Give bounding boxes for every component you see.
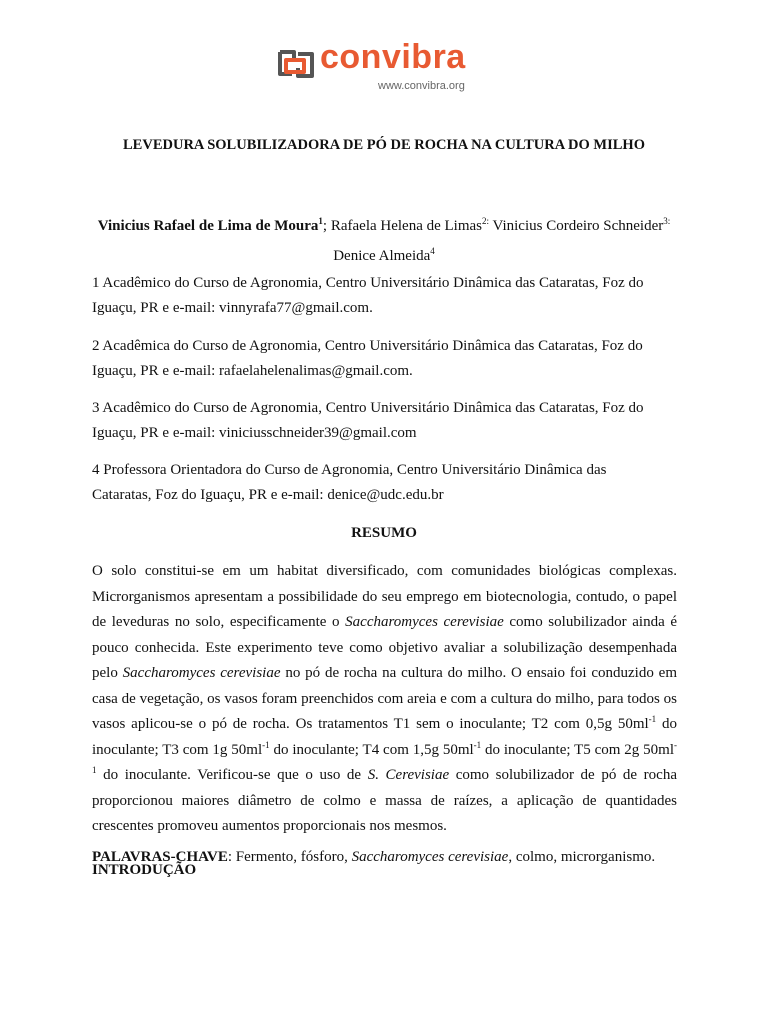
- convibra-logo: [276, 38, 516, 100]
- author-name: Vinicius Cordeiro Schneider: [492, 218, 664, 234]
- author-name: Vinicius Rafael de Lima de Moura: [97, 218, 319, 234]
- author-list: Vinicius Rafael de Lima de Moura$^1$; Rafaela Helena de Limas$^{2:}$ Vinicius Cordeiro Schneider$^{3:}$ Denice Almeida$^4$: [97, 216, 671, 264]
- brand-url: www.convibra.org: [378, 80, 465, 92]
- convibra-logo-icon: [276, 46, 316, 82]
- affiliation-2: 2 Acadêmica do Curso de Agronomia, Centro Universitário Dinâmica das Cataratas, Foz do Iguaçu, PR e e-mail: rafaelahelenalimas@gmail.com.: [92, 338, 643, 379]
- brand-name: convibra: [320, 38, 466, 76]
- author-name: Denice Almeida: [333, 248, 431, 264]
- author-sup: 4: [430, 246, 435, 256]
- affiliation-4: 4 Professora Orientadora do Curso de Agronomia, Centro Universitário Dinâmica das Cataratas, Foz do Iguaçu, PR e e-mail: denice@udc.edu.br: [92, 462, 607, 503]
- introducao-heading: INTRODUÇÃO: [92, 862, 197, 878]
- paper-title: LEVEDURA SOLUBILIZADORA DE PÓ DE ROCHA NA CULTURA DO MILHO: [123, 137, 645, 153]
- keywords-label: PALAVRAS-CHAVE: [92, 849, 228, 865]
- abstract-paragraph: O solo constitui-se em um habitat diversificado, com comunidades biológicas complexas. Microrganismos apresentam a possibilidade do seu emprego em biotecnologia, contudo, o papel de leveduras no solo, especificamente o Saccharomyces cerevisiae como solubilizador ainda é pouco conhecida. Este experimento teve como objetivo avaliar a solubilização desempenhada pelo Saccharomyces cerevisiae no pó de rocha na cultura do milho. O ensaio foi conduzido em casa de vegetação, os vasos foram preenchidos com areia e com a cultura do milho, para todos os vasos aplicou-se o pó de rocha. Os tratamentos T1 sem o inoculante; T2 com 0,5g $50ml^{-1}$ do inoculante; T3 com 1g $50ml^{-1}$ do inoculante; T4 com 1,5g $50ml^{-1}$ do inoculante; T5 com 2g $50ml^{-1}$ do inoculante. Verificou-se que o uso de S. Cerevisiae como solubilizador de pó de rocha proporcionou maiores diâmetro de colmo e massa de raízes, a aplicação de quantidades crescentes promoveu aumentos proporcionais nos mesmos.: [92, 563, 678, 834]
- resumo-heading: RESUMO: [351, 525, 417, 541]
- author-sup: 2:: [482, 216, 490, 226]
- author-sup: 3:: [663, 216, 671, 226]
- affiliation-3: 3 Acadêmico do Curso de Agronomia, Centro Universitário Dinâmica das Cataratas, Foz do Iguaçu, PR e e-mail: viniciusschneider39@gmail.com: [92, 400, 644, 441]
- author-name: Rafaela Helena de Limas: [330, 218, 483, 234]
- affiliation-1: 1 Acadêmico do Curso de Agronomia, Centro Universitário Dinâmica das Cataratas, Foz do Iguaçu, PR e e-mail: vinnyrafa77@gmail.com.: [92, 275, 644, 316]
- keywords-line: PALAVRAS-CHAVE: Fermento, fósforo, Saccharomyces cerevisiae, colmo, microrganismo.: [92, 849, 656, 865]
- author-sup: 1: [318, 216, 323, 226]
